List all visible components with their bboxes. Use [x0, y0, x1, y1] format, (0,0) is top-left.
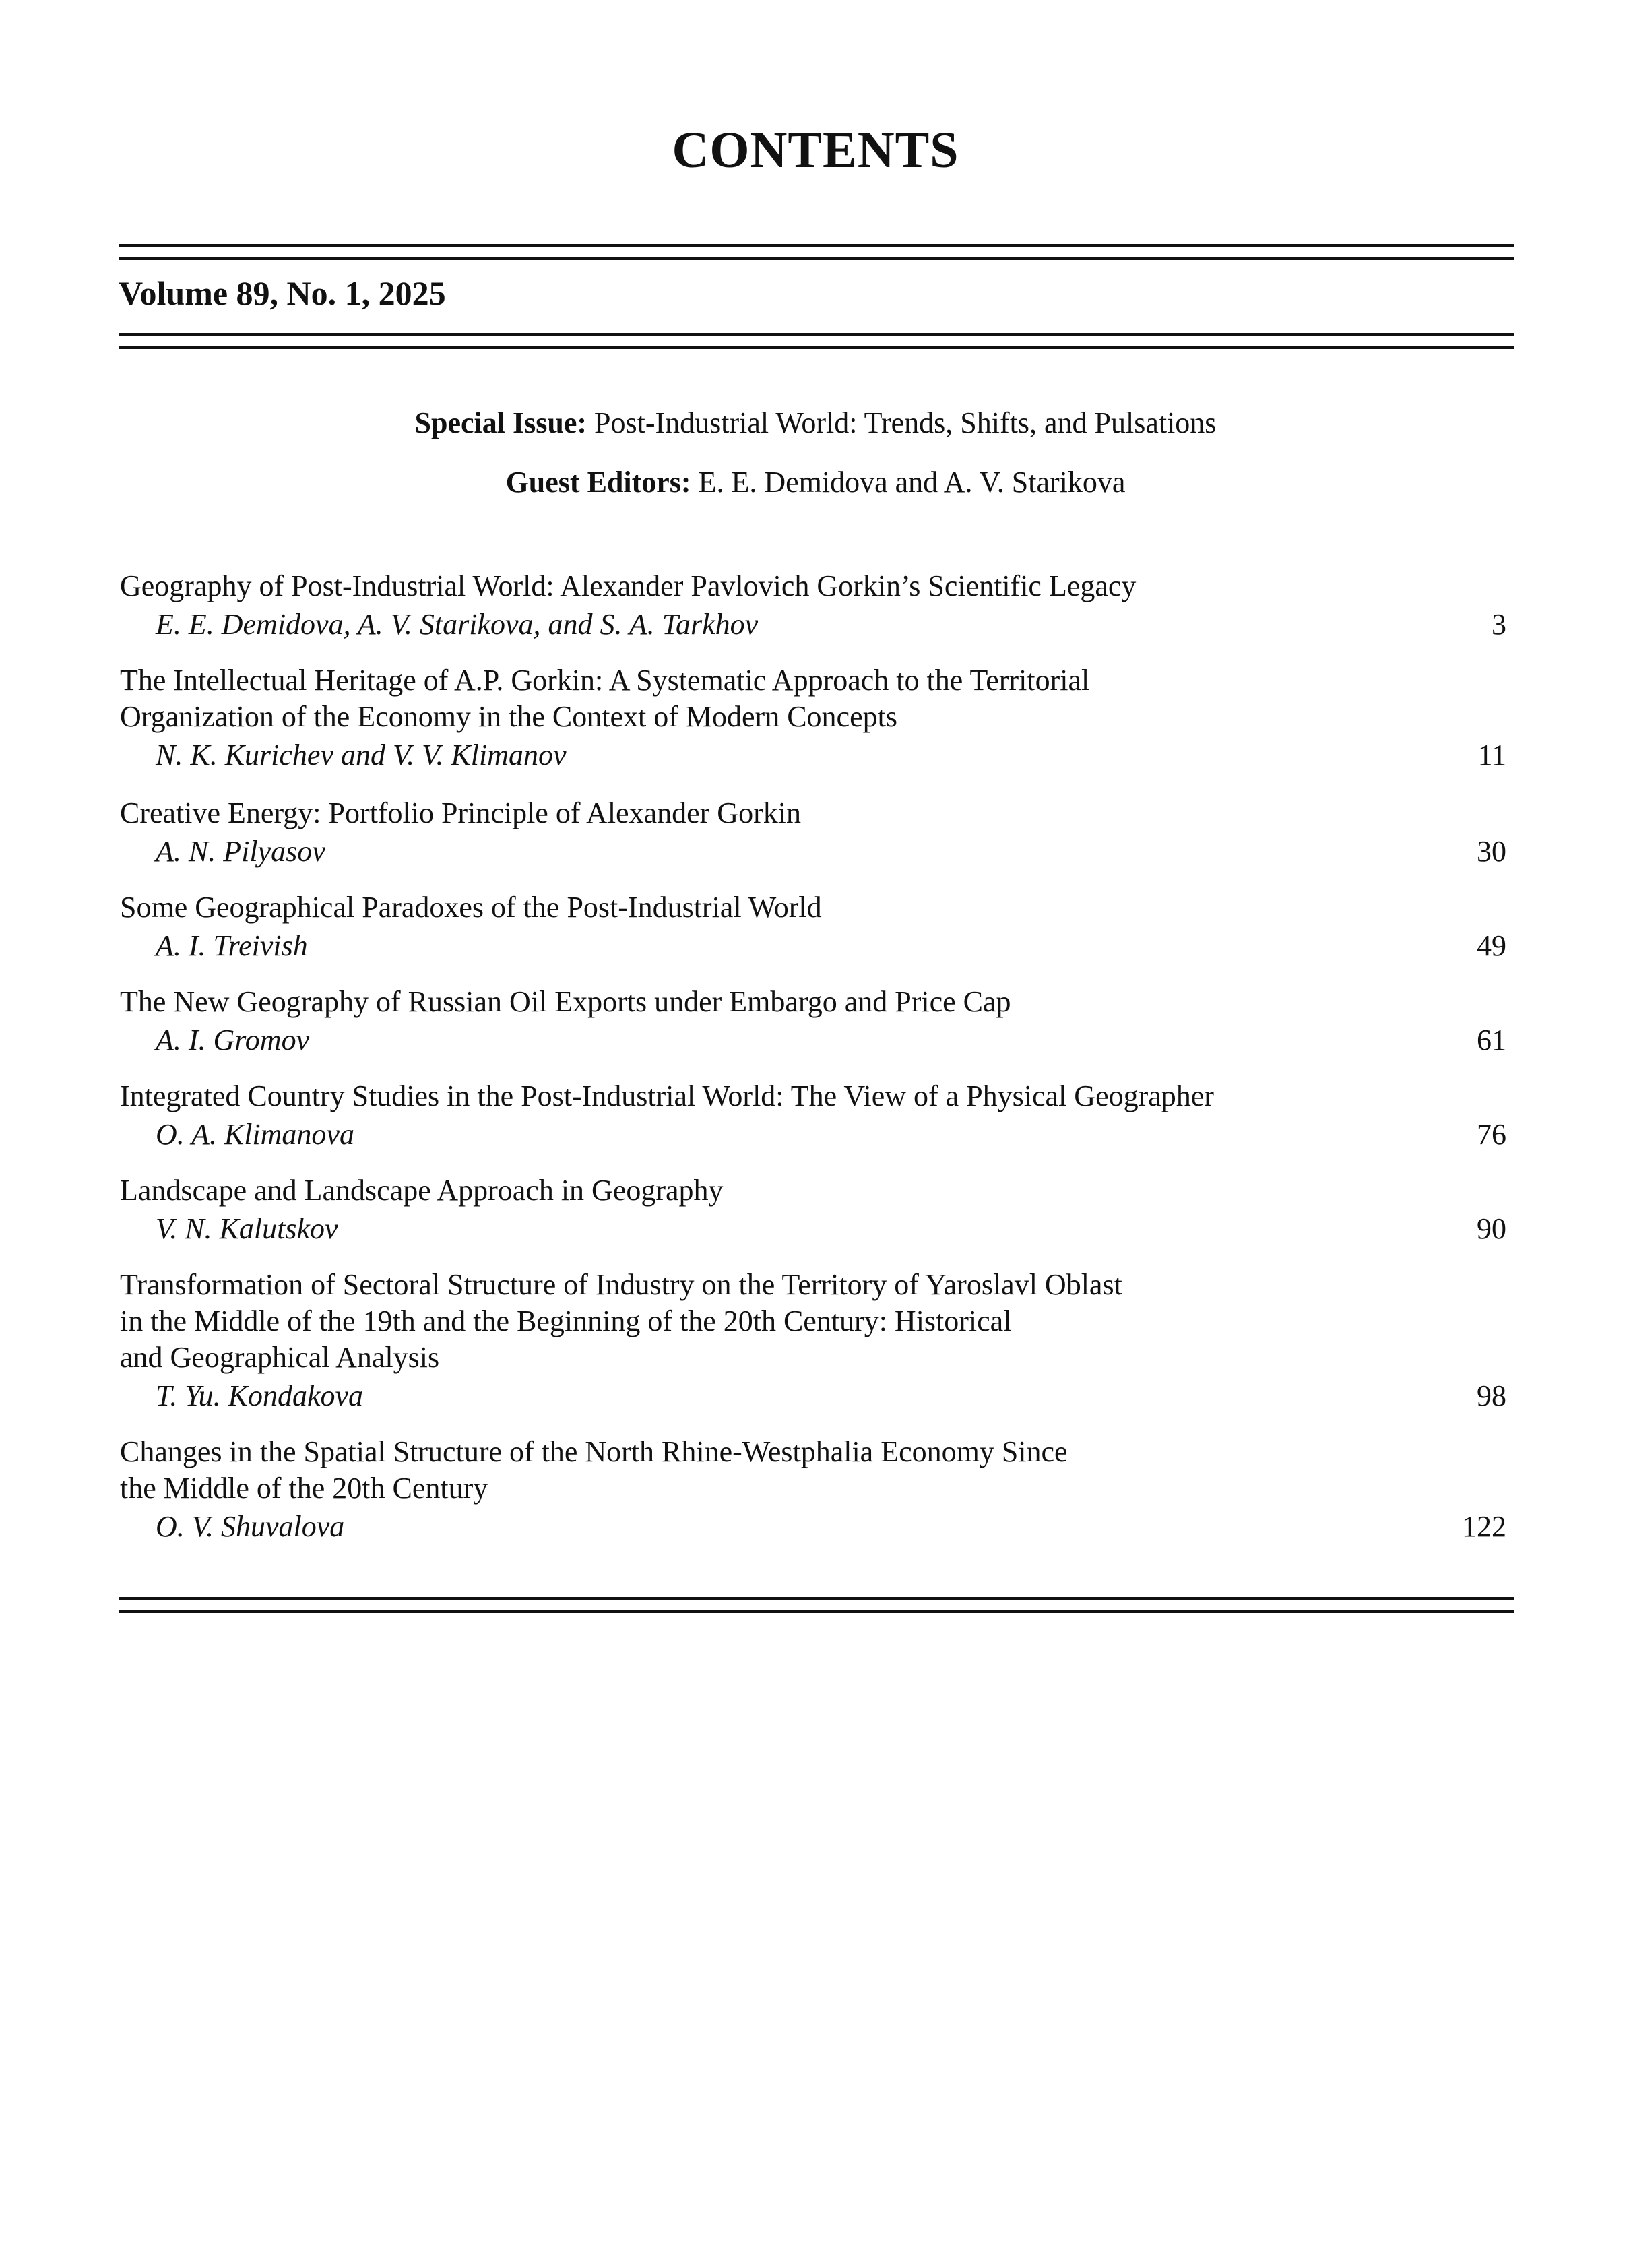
page-number: 122	[1462, 1510, 1506, 1543]
mid-rule-upper	[119, 333, 1514, 336]
article-title-line: the Middle of the 20th Century	[120, 1472, 488, 1505]
author-line	[119, 926, 1514, 966]
author-line	[119, 735, 1514, 776]
article-authors: O. A. Klimanova	[156, 1118, 354, 1151]
page-number: 61	[1477, 1023, 1506, 1057]
article-title-line: Creative Energy: Portfolio Principle of Alexander Gorkin	[120, 796, 801, 829]
top-rule-upper	[119, 244, 1514, 247]
page-number: 11	[1477, 738, 1506, 771]
page-number: 76	[1477, 1118, 1506, 1151]
article-title-line: Transformation of Sectoral Structure of Industry on the Territory of Yaroslavl Oblast	[120, 1268, 1122, 1301]
page-number: 49	[1477, 929, 1506, 962]
toc-entry	[119, 795, 1514, 872]
author-line	[119, 1507, 1514, 1547]
article-title-line: Changes in the Spatial Structure of the North Rhine-Westphalia Economy Since	[120, 1435, 1068, 1468]
toc-entry	[119, 1267, 1514, 1416]
article-title-line: The New Geography of Russian Oil Exports under Embargo and Price Cap	[120, 985, 1011, 1018]
article-title-line: Integrated Country Studies in the Post-Industrial World: The View of a Physical Geographer	[120, 1079, 1214, 1112]
top-rule-lower	[119, 257, 1514, 260]
author-line	[119, 1114, 1514, 1155]
special-issue-label: Special Issue:	[414, 406, 587, 439]
article-authors: A. I. Treivish	[156, 929, 308, 962]
page-number: 98	[1477, 1379, 1506, 1412]
author-line	[119, 604, 1514, 645]
toc-entry	[119, 568, 1514, 645]
article-authors: O. V. Shuvalova	[156, 1510, 345, 1543]
author-line	[119, 1209, 1514, 1249]
article-authors: N. K. Kurichev and V. V. Klimanov	[156, 738, 567, 771]
bottom-rule-lower	[119, 1610, 1514, 1613]
article-title-line: Some Geographical Paradoxes of the Post-Industrial World	[120, 891, 822, 924]
page-title: CONTENTS	[672, 122, 959, 179]
toc-entry	[119, 662, 1514, 776]
article-title-line: in the Middle of the 19th and the Beginning of the 20th Century: Historical	[120, 1304, 1012, 1337]
special-issue-text: Post-Industrial World: Trends, Shifts, and Pulsations	[594, 406, 1217, 439]
page-number: 30	[1477, 835, 1506, 868]
article-authors: A. N. Pilyasov	[156, 835, 325, 868]
bottom-rule-upper	[119, 1597, 1514, 1600]
guest-editors-text: E. E. Demidova and A. V. Starikova	[698, 466, 1126, 499]
article-title-line: Geography of Post-Industrial World: Alexander Pavlovich Gorkin’s Scientific Legacy	[120, 569, 1137, 602]
page-number: 3	[1492, 608, 1506, 641]
special-issue-line	[0, 404, 1631, 442]
guest-editors-label: Guest Editors:	[505, 466, 691, 499]
article-authors: A. I. Gromov	[156, 1023, 310, 1057]
article-title-line: Organization of the Economy in the Context of Modern Concepts	[120, 700, 897, 733]
article-title-line: The Intellectual Heritage of A.P. Gorkin: A Systematic Approach to the Territorial	[120, 664, 1090, 697]
author-line	[119, 831, 1514, 872]
mid-rule-lower	[119, 346, 1514, 349]
article-title-line: and Geographical Analysis	[120, 1341, 440, 1374]
author-line	[119, 1020, 1514, 1061]
volume-heading: Volume 89, No. 1, 2025	[119, 274, 446, 312]
article-authors: V. N. Kalutskov	[156, 1212, 338, 1245]
toc-entry	[119, 1172, 1514, 1249]
article-title-line: Landscape and Landscape Approach in Geography	[120, 1174, 724, 1207]
page-number: 90	[1477, 1212, 1506, 1245]
guest-editors-line	[0, 464, 1631, 501]
toc-entry	[119, 984, 1514, 1061]
article-authors: T. Yu. Kondakova	[156, 1379, 364, 1412]
author-line	[119, 1376, 1514, 1416]
toc-entry	[119, 1078, 1514, 1155]
article-authors: E. E. Demidova, A. V. Starikova, and S. A. Tarkhov	[156, 608, 759, 641]
toc-entry	[119, 889, 1514, 966]
toc-entry	[119, 1434, 1514, 1547]
